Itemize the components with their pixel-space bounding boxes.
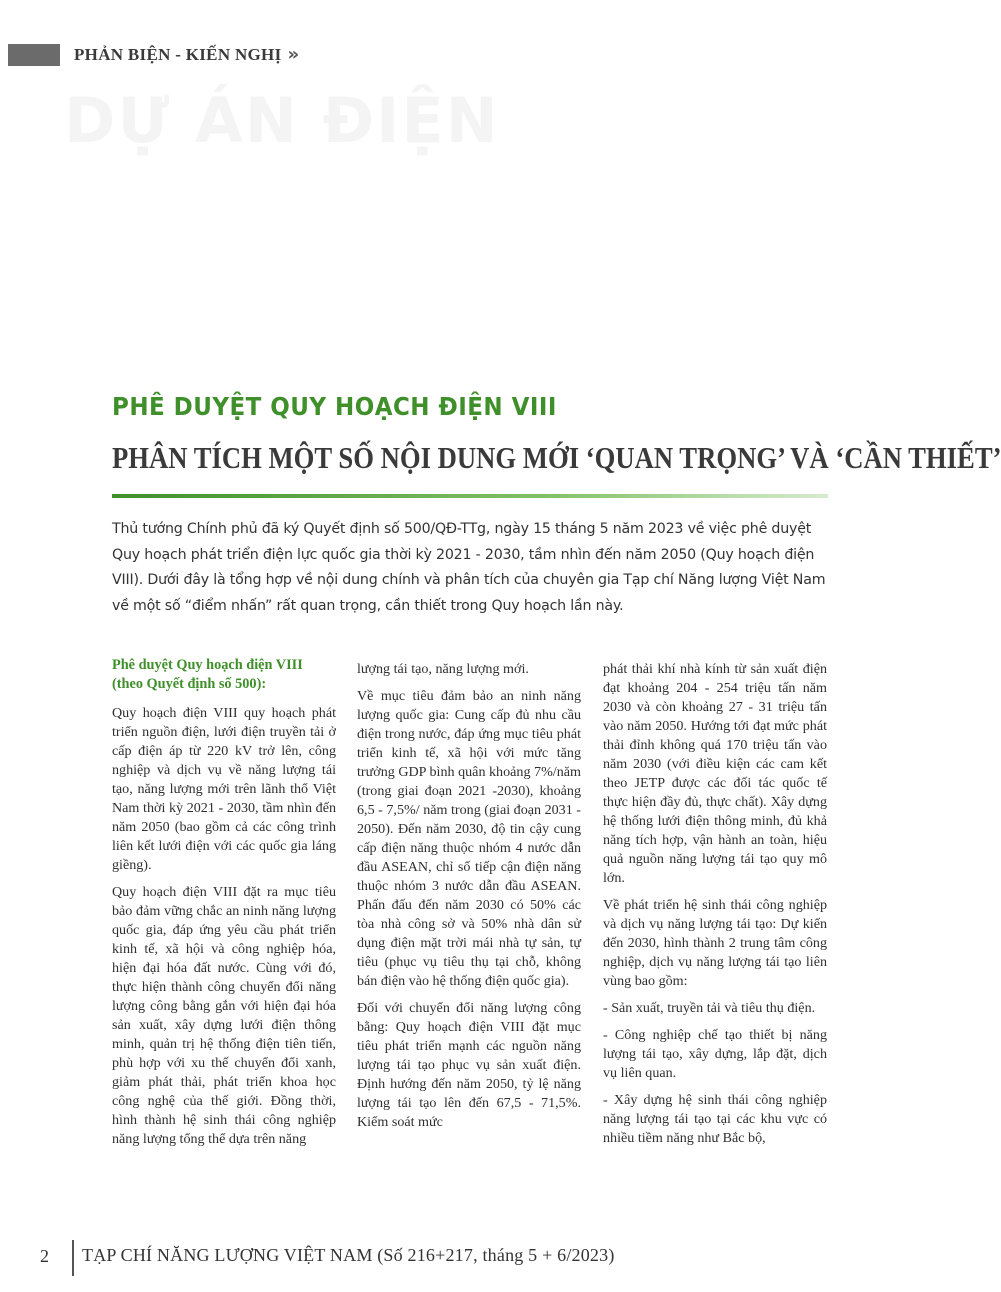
column-subheading: Phê duyệt Quy hoạch điện VIII (theo Quyết định số 500): [112, 657, 303, 692]
article-intro: Thủ tướng Chính phủ đã ký Quyết định số 500/QĐ-TTg, ngày 15 tháng 5 năm 2023 về việc phê duyệt Quy hoạch phát triển điện lực quốc gia thời kỳ 2021 - 2030, tầm nhìn đến năm 2050 (Quy hoạch điện VIII). Dưới đây là tổng hợp về nội dung chính và phân tích của chuyên gia Tạp chí Năng lượng Việt Nam về một số “điểm nhấn” rất quan trọng, cần thiết trong Quy hoạch lần này. [112, 521, 826, 614]
article-title-line-1: PHÊ DUYỆT QUY HOẠCH ĐIỆN VIII [112, 392, 557, 421]
paragraph: Về mục tiêu đảm bảo an ninh năng lượng quốc gia: Cung cấp đủ nhu cầu điện trong nước, đáp ứng mục tiêu phát triển kinh tế, xã hội với mức tăng trưởng GDP bình quân khoảng 7%/năm (trong giai đoạn 2021 -2030), khoảng 6,5 - 7,5%/ năm trong (giai đoạn 2031 - 2050). Đến năm 2030, độ tin cậy cung cấp điện năng thuộc nhóm 4 nước dẫn đầu ASEAN, chỉ số tiếp cận điện năng thuộc nhóm 3 nước dẫn đầu ASEAN. Phấn đấu đến năm 2030 có 50% các tòa nhà công sở và 50% nhà dân sử dụng điện mặt trời mái nhà tự sản, tự tiêu (phục vụ tiêu thụ tại chỗ, không bán điện vào hệ thống điện quốc gia). [357, 688, 581, 989]
ghost-background-text [64, 84, 500, 157]
article-column-2 [357, 660, 581, 1140]
header-color-bar [8, 44, 60, 66]
footer-divider [72, 1240, 74, 1276]
paragraph: Đối với chuyển đổi năng lượng công bằng: Quy hoạch điện VIII đặt mục tiêu phát triển mạnh các nguồn năng lượng tái tạo phục vụ sản xuất điện. Định hướng đến năm 2050, tỷ lệ năng lượng tái tạo lên đến 67,5 - 71,5%. Kiểm soát mức [357, 1000, 581, 1130]
footer-publication: TẠP CHÍ NĂNG LƯỢNG VIỆT NAM (Số 216+217, tháng 5 + 6/2023) [82, 1245, 615, 1265]
paragraph: lượng tái tạo, năng lượng mới. [357, 661, 529, 677]
list-item: - Xây dựng hệ sinh thái công nghiệp năng lượng tái tạo tại các khu vực có nhiều tiềm năng như Bắc bộ, [603, 1092, 827, 1146]
list-item: - Công nghiệp chế tạo thiết bị năng lượng tái tạo, xây dựng, lắp đặt, dịch vụ liên quan. [603, 1027, 827, 1081]
paragraph: Quy hoạch điện VIII quy hoạch phát triển nguồn điện, lưới điện truyền tải ở cấp điện áp từ 220 kV trở lên, công nghiệp và dịch vụ về năng lượng tái tạo, năng lượng mới trên lãnh thổ Việt Nam thời kỳ 2021 - 2030, tầm nhìn đến năm 2050 (bao gồm cả các công trình liên kết lưới điện với các quốc gia láng giềng). [112, 705, 336, 873]
title-divider [112, 494, 828, 498]
article-title-line-2: PHÂN TÍCH MỘT SỐ NỘI DUNG MỚI ‘QUAN TRỌNG’ VÀ ‘CẦN THIẾT’ [112, 440, 1001, 475]
paragraph: Về phát triển hệ sinh thái công nghiệp và dịch vụ năng lượng tái tạo: Dự kiến đến 2030, hình thành 2 trung tâm công nghiệp, dịch vụ năng lượng tái tạo liên vùng bao gồm: [603, 897, 827, 989]
double-chevron-right-icon: » [287, 44, 300, 65]
list-item: - Sản xuất, truyền tải và tiêu thụ điện. [603, 1000, 816, 1016]
section-label [74, 44, 299, 65]
article-column-1 [112, 656, 336, 1157]
paragraph: phát thải khí nhà kính từ sản xuất điện đạt khoảng 204 - 254 triệu tấn năm 2030 và còn khoảng 27 - 31 triệu tấn vào năm 2050. Hướng tới đạt mức phát thải đỉnh không quá 170 triệu tấn vào năm 2030 (với điều kiện các cam kết theo JETP được các đối tác quốc tế thực hiện đầy đủ, thực chất). Xây dựng hệ thống lưới điện thông minh, đủ khả năng tích hợp, vận hành an toàn, hiệu quả nguồn năng lượng tái tạo quy mô lớn. [603, 661, 827, 886]
page-number: 2 [40, 1246, 49, 1266]
paragraph: Quy hoạch điện VIII đặt ra mục tiêu bảo đảm vững chắc an ninh năng lượng quốc gia, đáp ứng yêu cầu phát triển kinh tế, xã hội và công nghiệp hóa, hiện đại hóa đất nước. Cùng với đó, thực hiện thành công chuyển đổi năng lượng công bằng gắn với hiện đại hóa sản xuất, xây dựng lưới điện thông minh, quản trị hệ thống điện tiên tiến, phù hợp với xu thế chuyển đổi xanh, giảm phát thải, phát triển khoa học công nghệ của thế giới. Đồng thời, hình thành hệ sinh thái công nghiệp năng lượng tổng thể dựa trên năng [112, 884, 336, 1147]
section-label-text: PHẢN BIỆN - KIẾN NGHỊ [74, 45, 282, 64]
article-column-3 [603, 660, 827, 1156]
